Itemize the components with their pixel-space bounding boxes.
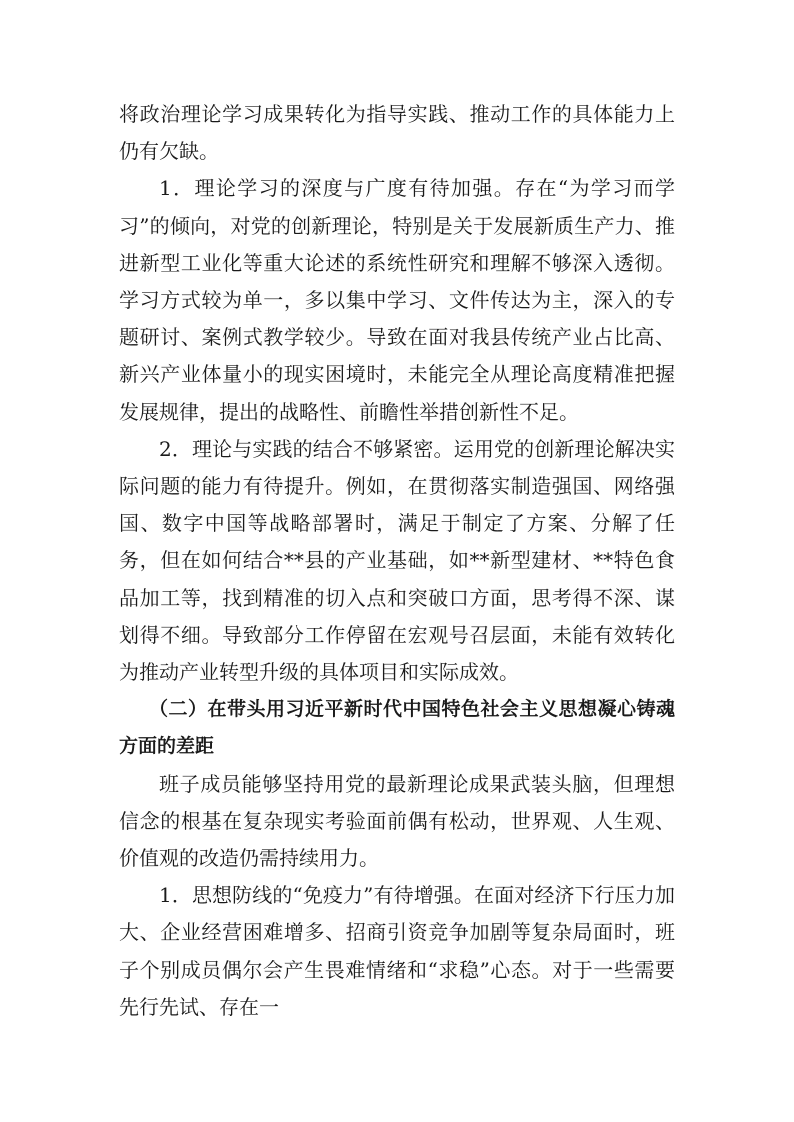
paragraph-ideological-defense: 1．思想防线的“免疫力”有待增强。在面对经济下行压力加大、企业经营困难增多、招商引资竞争加剧等复杂局面时，班子个别成员偶尔会产生畏难情绪和“求稳”心态。对于一些需要先行先试、存在一 bbox=[119, 883, 675, 1019]
paragraph-continuation: 将政治理论学习成果转化为指导实践、推动工作的具体能力上仍有欠缺。 bbox=[119, 102, 675, 164]
paragraph-section-intro: 班子成员能够坚持用党的最新理论成果武装头脑，但理想信念的根基在复杂现实考验面前偶有松动，世界观、人生观、价值观的改造仍需持续用力。 bbox=[119, 771, 675, 871]
document-body bbox=[119, 96, 675, 1026]
section-heading: （二）在带头用习近平新时代中国特色社会主义思想凝心铸魂方面的差距 bbox=[119, 698, 675, 758]
paragraph-theory-depth: 1．理论学习的深度与广度有待加强。存在“为学习而学习”的倾向，对党的创新理论，特别是关于发展新质生产力、推进新型工业化等重大论述的系统性研究和理解不够深入透彻。学习方式较为单一，多以集中学习、文件传达为主，深入的专题研讨、案例式教学较少。导致在面对我县传统产业占比高、新兴产业体量小的现实困境时，未能完全从理论高度精准把握发展规律，提出的战略性、前瞻性举措创新性不足。 bbox=[119, 176, 675, 424]
paragraph-theory-practice: 2．理论与实践的结合不够紧密。运用党的创新理论解决实际问题的能力有待提升。例如，在贯彻落实制造强国、网络强国、数字中国等战略部署时，满足于制定了方案、分解了任务，但在如何结合**县的产业基础，如**新型建材、**特色食品加工等，找到精准的切入点和突破口方面，思考得不深、谋划得不细。导致部分工作停留在宏观号召层面，未能有效转化为推动产业转型升级的具体项目和实际成效。 bbox=[119, 436, 675, 685]
